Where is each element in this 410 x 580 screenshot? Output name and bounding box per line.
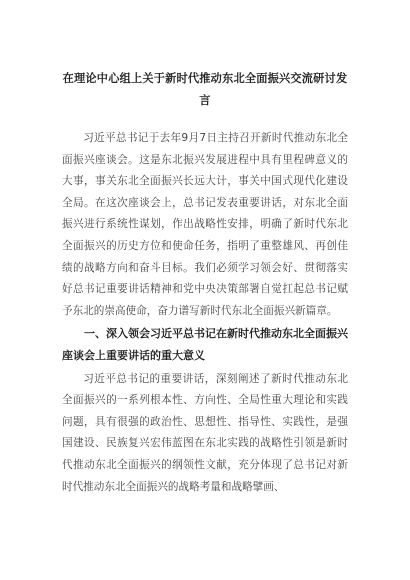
- intro-paragraph: 习近平总书记于去年9月7日主持召开新时代推动东北全面振兴座谈会。这是东北振兴发展进程中具有里程碑意义的大事，事关东北全面振兴长远大计，事关中国式现代化建设全局。在这次座谈会上，总书记发表重要讲话，对东北全面振兴进行系统性谋划，作出战略性安排，明确了新时代东北全面振兴的历史方位和使命任务，指明了重整雄风、再创佳绩的战略方向和奋斗目标。我们必须学习领会好、贯彻落实好总书记重要讲话精神和党中央决策部署自觉扛起总书记赋予东北的崇高使命，奋力谱写新时代东北全面振兴新篇章。: [62, 132, 348, 317]
- section-paragraph: 习近平总书记的重要讲话，深刻阐述了新时代推动东北全面振兴的一系列根本性、方向性、全局性重大理论和实践问题，具有很强的政治性、思想性、指导性、实践性，是强国建设、民族复兴宏伟蓝图在东北实践的战略性引领是新时代推动东北全面振兴的纲领性文献，充分体现了总书记对新时代推动东北全面振兴的战略考量和战略擘画、: [62, 372, 348, 493]
- section-heading: 一、深入领会习近平总书记在新时代推动东北全面振兴座谈会上重要讲话的重大意义: [62, 327, 348, 362]
- document-title: 在理论中心组上关于新时代推动东北全面振兴交流研讨发言: [62, 72, 348, 107]
